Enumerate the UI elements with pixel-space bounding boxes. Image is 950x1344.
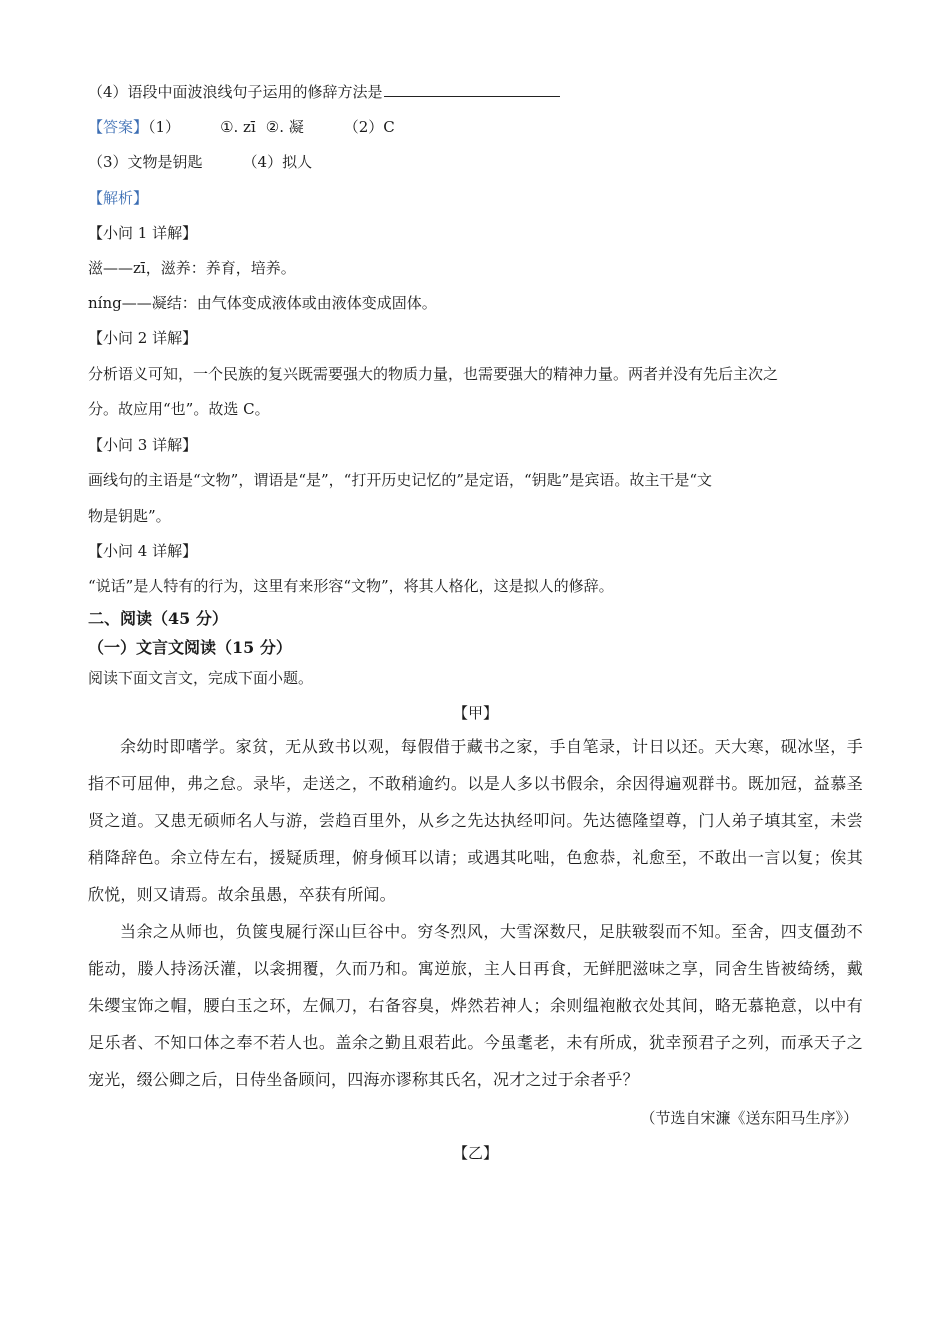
passage-a-paragraph-1: 余幼时即嗜学。家贫，无从致书以观，每假借于藏书之家，手自笔录，计日以还。天大寒，砚冰坚，手指不可屈伸，弗之怠。录毕，走送之，不敢稍逾约。以是人多以书假余，余因得遍观群书。既加冠，益慕圣贤之道。又患无硕师名人与游，尝趋百里外，从乡之先达执经叩问。先达德隆望尊，门人弟子填其室，未尝稍降辞色。余立侍左右，援疑质理，俯身倾耳以请；或遇其叱咄，色愈恭，礼愈至，不敢出一言以复；俟其欣悦，则又请焉。故余虽愚，卒获有所闻。 [88, 737, 863, 904]
analysis-text-2b: 分。故应用“也”。故选 C。 [88, 400, 270, 418]
answer-p1: （1） [148, 118, 181, 136]
analysis-text-4: “说话”是人特有的行为，这里有来形容“文物”，将其人格化，这是拟人的修辞。 [88, 577, 614, 595]
analysis-text-2a: 分析语义可知，一个民族的复兴既需要强大的物质力量，也需要强大的精神力量。两者并没有先后主次之 [88, 365, 779, 383]
answer-label: 【答案】 [88, 118, 149, 136]
answer-line-2 [88, 152, 863, 172]
analysis-heading-1: 【小问 1 详解】 [88, 224, 198, 242]
analysis-text-1b: níng——凝结：由气体变成液体或由液体变成固体。 [88, 294, 437, 312]
question-4 [88, 82, 863, 102]
answer-p4: （4）拟人 [242, 153, 313, 171]
analysis-heading-3: 【小问 3 详解】 [88, 436, 198, 454]
passage-a-source: （节选自宋濂《送东阳马生序》） [640, 1109, 858, 1127]
passage-a-label: 【甲】 [452, 704, 498, 722]
answer-line [88, 117, 863, 137]
answer-blank[interactable] [384, 83, 560, 97]
analysis-heading-4: 【小问 4 详解】 [88, 542, 198, 560]
section-subtitle: （一）文言文阅读（15 分） [88, 638, 292, 657]
analysis-heading-2: 【小问 2 详解】 [88, 329, 198, 347]
section-instruction: 阅读下面文言文，完成下面小题。 [88, 669, 314, 687]
answer-p3: （3）文物是钥匙 [88, 153, 203, 171]
passage-a-paragraph-2: 当余之从师也，负箧曳屣行深山巨谷中。穷冬烈风，大雪深数尺，足肤皲裂而不知。至舍，四支僵劲不能动，媵人持汤沃灌，以衾拥覆，久而乃和。寓逆旅，主人日再食，无鲜肥滋味之享，同舍生皆被绮绣，戴朱缨宝饰之帽，腰白玉之环，左佩刀，右备容臭，烨然若神人；余则缊袍敝衣处其间，略无慕艳意，以中有足乐者、不知口体之奉不若人也。盖余之勤且艰若此。今虽耄老，未有所成，犹幸预君子之列，而承天子之宠光，缀公卿之后，日侍坐备顾问，四海亦谬称其氏名，况才之过于余者乎？ [88, 922, 863, 1089]
answer-p1a: ①. zī [220, 118, 256, 136]
analysis-label: 【解析】 [88, 189, 149, 207]
section-title: 二、阅读（45 分） [88, 609, 228, 628]
passage-b-label: 【乙】 [452, 1144, 498, 1162]
answer-p1b: ②. 凝 [265, 118, 304, 136]
question-4-text: （4）语段中面波浪线句子运用的修辞方法是 [88, 83, 383, 101]
analysis-text-3a: 画线句的主语是“文物”，谓语是“是”，“打开历史记忆的”是定语，“钥匙”是宾语。故主干是“文 [88, 471, 713, 489]
analysis-text-1a: 滋——zī，滋养：养育，培养。 [88, 259, 296, 277]
answer-p2: （2）C [343, 118, 395, 136]
analysis-text-3b: 物是钥匙”。 [88, 507, 171, 525]
